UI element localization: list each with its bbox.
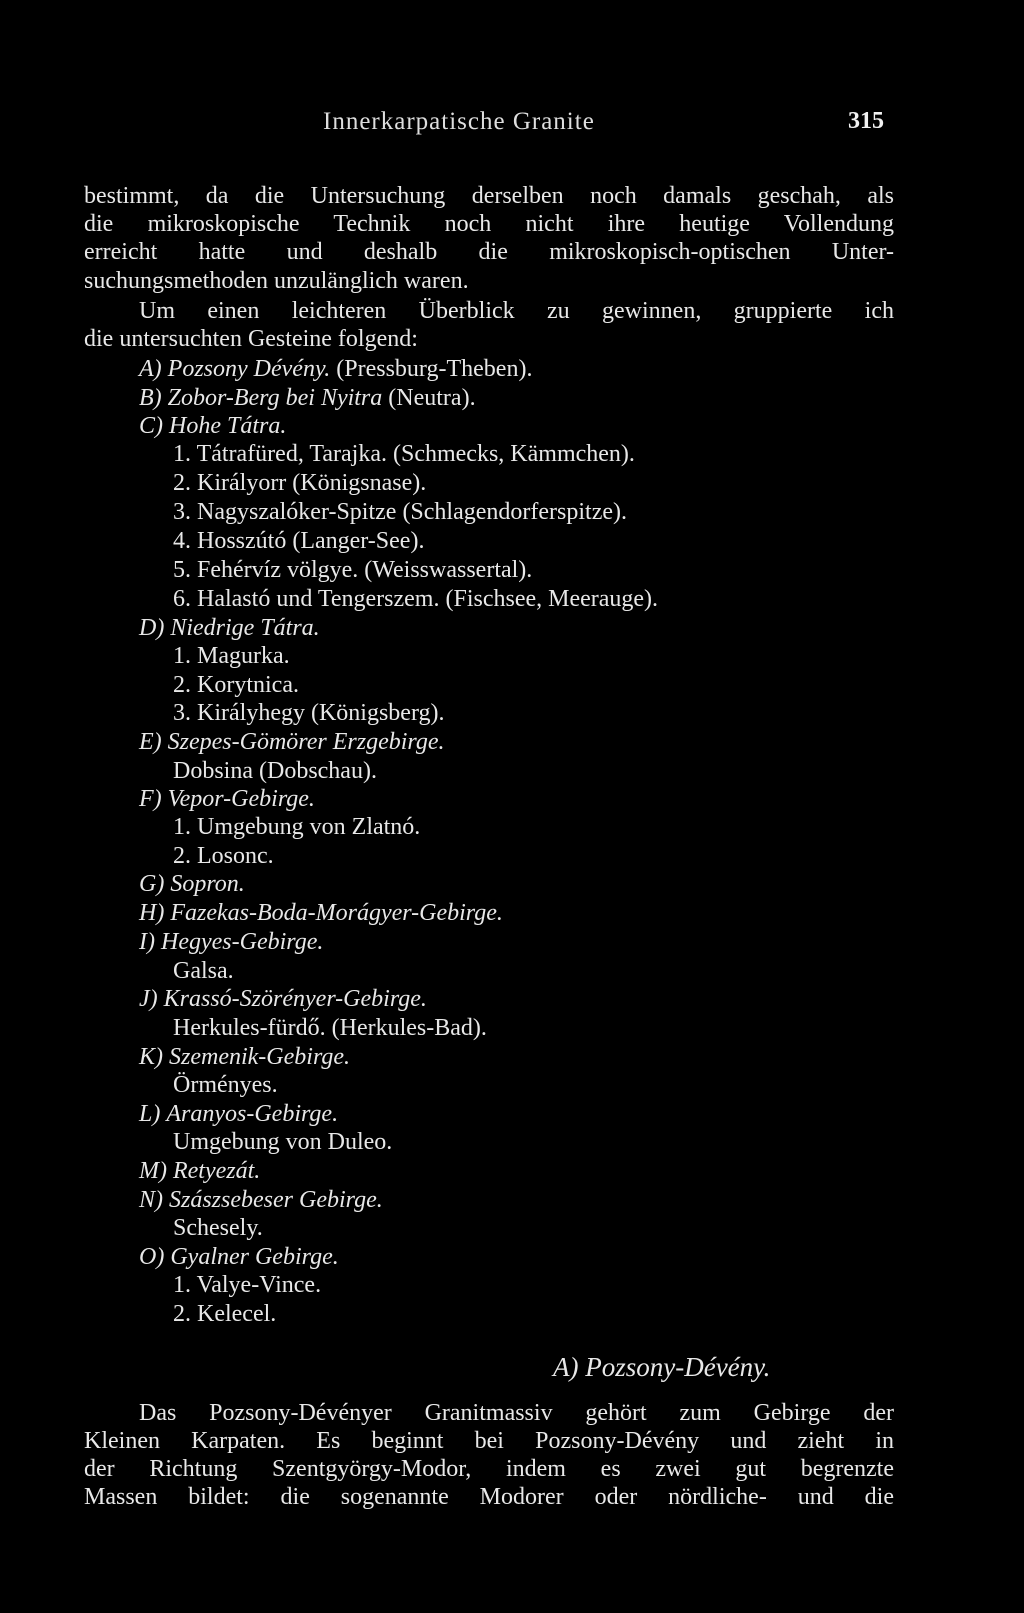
list-item: C) Hohe Tátra. [139, 413, 287, 439]
list-item: M) Retyezát. [139, 1158, 261, 1184]
page-header [0, 104, 1024, 144]
list-item: 2. Királyorr (Königsnase). [173, 470, 427, 496]
list-item: E) Szepes-Gömörer Erzgebirge. [139, 729, 445, 755]
list-item: Dobsina (Dobschau). [173, 758, 377, 784]
list-item: A) Pozsony Dévény. (Pressburg-Theben). [139, 356, 533, 382]
list-item: Örményes. [173, 1072, 278, 1098]
list-item: 2. Losonc. [173, 843, 274, 869]
body-line: Kleinen Karpaten. Es beginnt bei Pozsony-Dévény und zieht in [84, 1428, 894, 1454]
list-item: 6. Halastó und Tengerszem. (Fischsee, Meerauge). [173, 586, 659, 612]
body-line: Massen bildet: die sogenannte Modorer oder nördliche- und die [84, 1484, 894, 1510]
list-item: Galsa. [173, 958, 234, 984]
body-line: der Richtung Szentgyörgy-Modor, indem es zwei gut begrenzte [84, 1456, 894, 1482]
list-item: L) Aranyos-Gebirge. [139, 1101, 339, 1127]
intro-line: erreicht hatte und deshalb die mikroskopisch-optischen Unter- [84, 239, 894, 265]
list-item: B) Zobor-Berg bei Nyitra (Neutra). [139, 385, 476, 411]
list-item: D) Niedrige Tátra. [139, 615, 320, 641]
list-item: N) Szászsebeser Gebirge. [139, 1187, 383, 1213]
list-item: 1. Valye-Vince. [173, 1272, 322, 1298]
intro-line: bestimmt, da die Untersuchung derselben noch damals geschah, als [84, 183, 894, 209]
list-item: I) Hegyes-Gebirge. [139, 929, 324, 955]
list-item: Umgebung von Duleo. [173, 1129, 393, 1155]
section-title: A) Pozsony-Dévény. [553, 1352, 771, 1382]
intro-line: suchungsmethoden unzulänglich waren. [84, 268, 469, 294]
list-item: 5. Fehérvíz völgye. (Weisswassertal). [173, 557, 533, 583]
running-title: Innerkarpatische Granite [323, 108, 595, 135]
body-line: Das Pozsony-Dévényer Granitmassiv gehört zum Gebirge der [139, 1400, 894, 1426]
list-item: O) Gyalner Gebirge. [139, 1244, 339, 1270]
intro-line: Um einen leichteren Überblick zu gewinnen, gruppierte ich [139, 298, 894, 324]
list-item: K) Szemenik-Gebirge. [139, 1044, 351, 1070]
list-item: 3. Királyhegy (Königsberg). [173, 700, 445, 726]
list-item: J) Krassó-Szörényer-Gebirge. [139, 986, 427, 1012]
list-item: 1. Umgebung von Zlatnó. [173, 814, 421, 840]
list-item: G) Sopron. [139, 871, 245, 897]
intro-line: die untersuchten Gesteine folgend: [84, 326, 418, 352]
list-item: H) Fazekas-Boda-Morágyer-Gebirge. [139, 900, 503, 926]
list-item: F) Vepor-Gebirge. [139, 786, 315, 812]
list-item: 1. Magurka. [173, 643, 290, 669]
list-item: 3. Nagyszalóker-Spitze (Schlagendorferspitze). [173, 499, 628, 525]
list-item: 4. Hosszútó (Langer-See). [173, 528, 425, 554]
intro-line: die mikroskopische Technik noch nicht ihre heutige Vollendung [84, 211, 894, 237]
list-item: 1. Tátrafüred, Tarajka. (Schmecks, Kämmchen). [173, 441, 635, 467]
list-item: Schesely. [173, 1215, 263, 1241]
list-item: 2. Kelecel. [173, 1301, 277, 1327]
list-item: Herkules-fürdő. (Herkules-Bad). [173, 1015, 487, 1041]
list-item: 2. Korytnica. [173, 672, 299, 698]
page-number: 315 [848, 108, 884, 134]
